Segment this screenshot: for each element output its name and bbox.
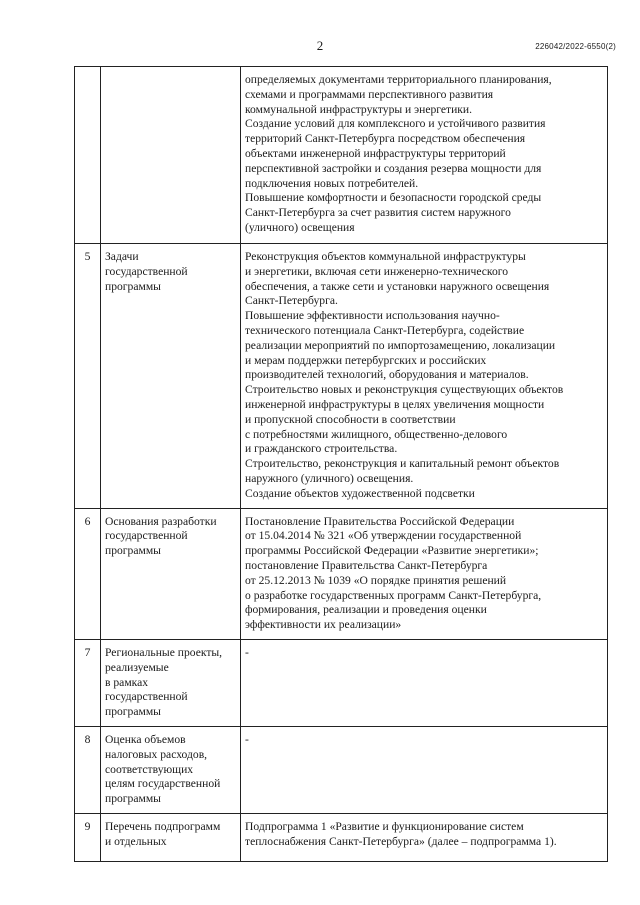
label-line: государственной <box>105 529 188 543</box>
label-line: Задачи <box>105 250 139 263</box>
label-line: в рамках <box>105 675 149 689</box>
content-line: Строительство, реконструкция и капитальный ремонт объектов <box>245 457 560 471</box>
content-line: определяемых документами территориального планирования, <box>245 73 552 86</box>
content-line: Санкт-Петербурга. <box>245 294 338 308</box>
label-line: государственной <box>105 264 188 278</box>
label-line: Региональные проекты, <box>105 645 223 659</box>
row-content <box>241 67 608 244</box>
content-line: - <box>245 732 249 746</box>
table-row <box>75 639 608 726</box>
content-line: теплоснабжения Санкт-Петербурга» (далее – подпрограмма 1). <box>245 834 557 848</box>
table-row <box>75 67 608 244</box>
row-label <box>101 67 241 244</box>
content-line: подключения новых потребителей. <box>245 176 419 190</box>
row-number <box>75 67 101 244</box>
content-line: с потребностями жилищного, общественно-делового <box>245 427 508 441</box>
table-row <box>75 508 608 639</box>
content-line: - <box>245 645 249 659</box>
row-label <box>101 726 241 813</box>
label-line: Перечень подпрограмм <box>105 819 221 833</box>
row-label <box>101 244 241 509</box>
label-line: и отдельных <box>105 834 167 848</box>
content-line: от 15.04.2014 № 321 «Об утверждении государственной <box>245 529 522 543</box>
row-label <box>101 508 241 639</box>
passport-table-body <box>75 67 608 862</box>
label-line: соответствующих <box>105 762 194 776</box>
content-line: Создание объектов художественной подсветки <box>245 486 475 500</box>
label-line: программы <box>105 705 161 719</box>
row-number: 5 <box>75 244 101 509</box>
content-line: постановление Правительства Санкт-Петербурга <box>245 558 488 572</box>
label-line: программы <box>105 544 161 558</box>
content-line: производителей технологий, оборудования и материалов. <box>245 368 529 382</box>
label-line: Основания разработки <box>105 514 217 528</box>
row-number: 8 <box>75 726 101 813</box>
content-line: наружного (уличного) освещения. <box>245 471 414 485</box>
content-line: Повышение эффективности использования научно- <box>245 309 500 323</box>
content-line: Строительство новых и реконструкция существующих объектов <box>245 383 564 397</box>
program-passport-table <box>74 66 608 862</box>
table-row <box>75 244 608 509</box>
content-line: о разработке государственных программ Санкт-Петербурга, <box>245 588 542 602</box>
table-row <box>75 813 608 861</box>
page-number: 2 <box>316 38 324 53</box>
label-line: программы <box>105 279 161 293</box>
content-line: реализации мероприятий по импортозамещению, локализации <box>245 338 556 352</box>
content-line: (уличного) освещения <box>245 220 355 234</box>
content-line: территорий Санкт-Петербурга посредством обеспечения <box>245 132 526 146</box>
content-line: эффективности их реализации» <box>245 618 402 632</box>
content-line: технического потенциала Санкт-Петербурга, содействие <box>245 323 525 337</box>
row-content <box>241 726 608 813</box>
content-line: программы Российской Федерации «Развитие энергетики»; <box>245 544 539 558</box>
row-content <box>241 508 608 639</box>
row-content <box>241 244 608 509</box>
content-line: формирования, реализации и проведения оценки <box>245 603 487 617</box>
content-line: обеспечения, а также сети и установки наружного освещения <box>245 279 550 293</box>
content-line: Повышение комфортности и безопасности городской среды <box>245 191 542 205</box>
row-number: 7 <box>75 639 101 726</box>
content-line: Реконструкция объектов коммунальной инфраструктуры <box>245 250 526 263</box>
label-line: государственной <box>105 690 188 704</box>
content-line: Подпрограмма 1 «Развитие и функционирование систем <box>245 819 524 833</box>
row-label <box>101 813 241 861</box>
content-line: инженерной инфраструктуры в целях увеличения мощности <box>245 397 545 411</box>
content-line: перспективной застройки и создания резерва мощности для <box>245 161 542 175</box>
label-line: целям государственной <box>105 777 221 791</box>
content-line: Создание условий для комплексного и устойчивого развития <box>245 117 546 131</box>
content-line: и пропускной способности в соответствии <box>245 412 456 426</box>
label-line: налоговых расходов, <box>105 747 208 761</box>
content-line: схемами и программами перспективного развития <box>245 87 494 101</box>
row-number: 6 <box>75 508 101 639</box>
content-line: Санкт-Петербурга за счет развития систем наружного <box>245 206 511 220</box>
row-number: 9 <box>75 813 101 861</box>
label-line: реализуемые <box>105 660 169 674</box>
row-label <box>101 639 241 726</box>
content-line: и энергетики, включая сети инженерно-технического <box>245 264 509 278</box>
table-row <box>75 726 608 813</box>
content-line: и мерам поддержки петербургских и российских <box>245 353 487 367</box>
content-line: Постановление Правительства Российской Федерации <box>245 514 515 528</box>
row-content <box>241 639 608 726</box>
label-line: программы <box>105 792 161 806</box>
label-line: Оценка объемов <box>105 732 186 746</box>
content-line: и гражданского строительства. <box>245 442 398 456</box>
content-line: от 25.12.2013 № 1039 «О порядке принятия решений <box>245 573 507 587</box>
row-content <box>241 813 608 861</box>
document-code: 226042/2022-6550(2) <box>535 42 616 51</box>
content-line: коммунальной инфраструктуры и энергетики. <box>245 102 473 116</box>
content-line: объектами инженерной инфраструктуры территорий <box>245 146 506 160</box>
